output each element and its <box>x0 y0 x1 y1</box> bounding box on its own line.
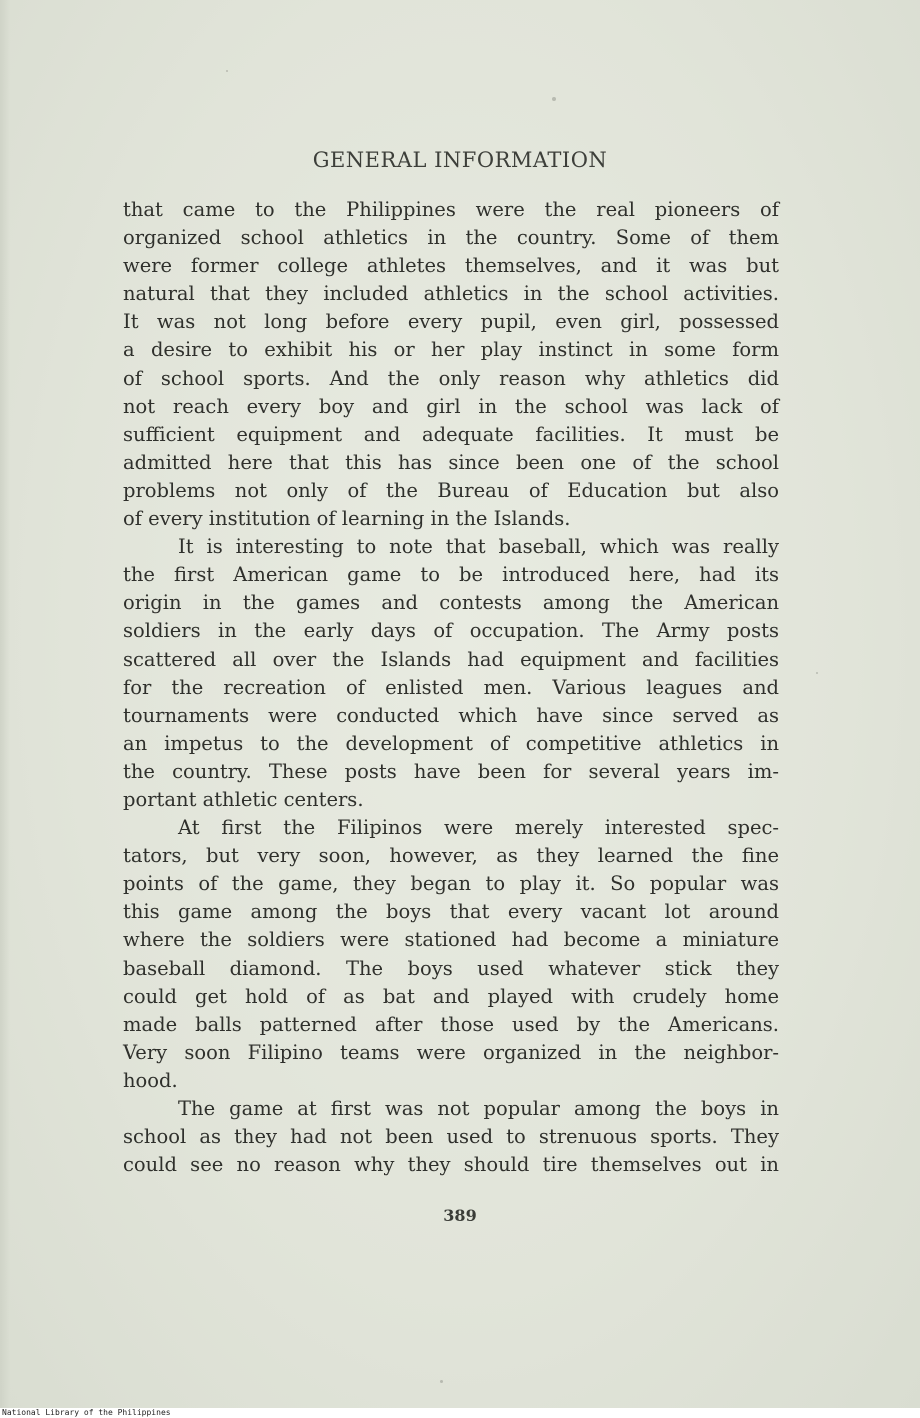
text-line: scattered all over the Islands had equipment and facilities <box>123 647 779 671</box>
text-line: for the recreation of enlisted men. Various leagues and <box>123 675 779 699</box>
text-line: an impetus to the development of competitive athletics in <box>123 731 779 755</box>
text-line: where the soldiers were stationed had become a miniature <box>123 928 779 952</box>
text-line: soldiers in the early days of occupation. The Army posts <box>123 619 779 643</box>
text-line: of every institution of learning in the Islands. <box>123 507 571 531</box>
library-credit: National Library of the Philippines <box>2 1408 171 1417</box>
text-line: organized school athletics in the country. Some of them <box>123 226 779 250</box>
dust-speck <box>226 70 228 72</box>
text-line: portant athletic centers. <box>123 787 364 811</box>
text-line: hood. <box>123 1068 178 1092</box>
text-line: At first the Filipinos were merely interested spec- <box>178 816 779 840</box>
text-line: could get hold of as bat and played with crudely home <box>123 984 779 1008</box>
text-line: It was not long before every pupil, even girl, possessed <box>123 310 779 334</box>
text-line: sufficient equipment and adequate facilities. It must be <box>123 422 779 446</box>
text-line: a desire to exhibit his or her play instinct in some form <box>123 338 779 362</box>
dust-speck <box>552 97 556 101</box>
text-line: this game among the boys that every vacant lot around <box>123 900 779 924</box>
text-line: tators, but very soon, however, as they learned the fine <box>123 844 779 868</box>
text-line: of school sports. And the only reason why athletics did <box>123 366 779 390</box>
text-line: origin in the games and contests among the American <box>123 591 779 615</box>
text-line: not reach every boy and girl in the school was lack of <box>123 394 779 418</box>
text-line: points of the game, they began to play it. So popular was <box>123 872 779 896</box>
text-line: tournaments were conducted which have since served as <box>123 703 779 727</box>
paragraph <box>123 196 779 533</box>
body-text <box>123 196 779 1179</box>
dust-speck <box>440 1380 443 1383</box>
text-line: baseball diamond. The boys used whatever stick they <box>123 956 779 980</box>
page-number: 389 <box>443 1206 477 1225</box>
text-line: made balls patterned after those used by the Americans. <box>123 1012 779 1036</box>
text-line: the first American game to be introduced here, had its <box>123 563 779 587</box>
paragraph <box>123 814 779 1095</box>
paragraph <box>123 533 779 814</box>
page-edge-shadow <box>0 0 10 1408</box>
text-line: problems not only of the Bureau of Education but also <box>123 478 779 502</box>
text-line: school as they had not been used to strenuous sports. They <box>123 1125 779 1149</box>
dust-speck <box>816 672 818 674</box>
text-line: admitted here that this has since been one of the school <box>123 450 779 474</box>
text-line: natural that they included athletics in the school activities. <box>123 282 779 306</box>
text-line: could see no reason why they should tire themselves out in <box>123 1153 779 1177</box>
text-line: Very soon Filipino teams were organized in the neighbor- <box>123 1040 779 1064</box>
text-line: The game at first was not popular among the boys in <box>178 1097 779 1120</box>
paragraph <box>123 1095 779 1179</box>
text-line: were former college athletes themselves, and it was but <box>123 254 779 278</box>
text-line: It is interesting to note that baseball, which was really <box>178 535 779 559</box>
running-head: GENERAL INFORMATION <box>312 148 608 172</box>
text-line: that came to the Philippines were the real pioneers of <box>123 198 779 221</box>
text-line: the country. These posts have been for several years im- <box>123 759 779 783</box>
